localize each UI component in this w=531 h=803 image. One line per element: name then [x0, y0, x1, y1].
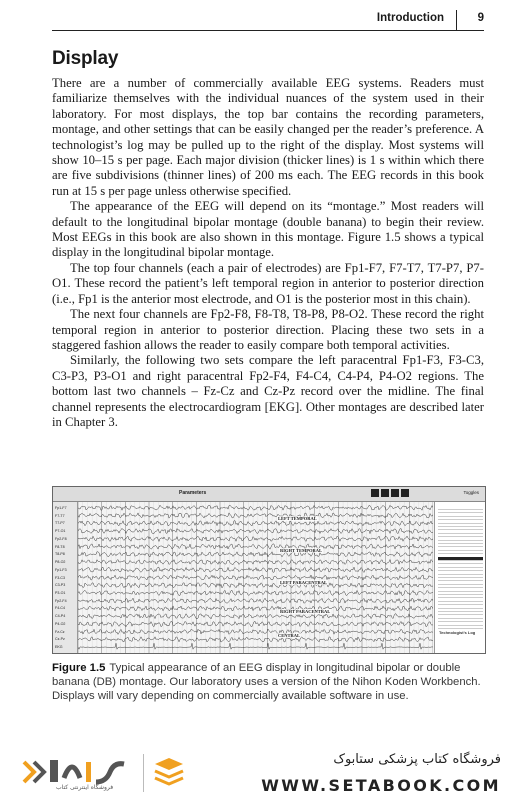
channel-label: C4-P4	[55, 614, 66, 619]
toolbar-button-icon	[371, 489, 379, 497]
channel-label-column	[53, 502, 78, 653]
log-entry-row	[438, 625, 483, 629]
running-head-divider	[456, 10, 458, 30]
eeg-traces	[78, 502, 433, 653]
region-label: LEFT TEMPORAL	[278, 516, 317, 521]
channel-label: F4-C4	[55, 606, 65, 611]
eeg-figure-image	[52, 486, 486, 654]
eeg-channel-trace	[78, 629, 433, 634]
running-head-title: Introduction	[376, 12, 444, 24]
channel-label: Fp1-F3	[55, 567, 67, 572]
channel-label: P4-O2	[55, 621, 66, 626]
eeg-channel-trace	[78, 598, 433, 603]
channel-label: Fp2-F8	[55, 536, 67, 541]
logo-subtitle: فروشگاه اینترنتی کتاب	[56, 784, 114, 791]
eeg-channel-trace	[78, 552, 433, 557]
publisher-banner	[0, 742, 531, 803]
banner-store-title: فروشگاه کتاب پزشکی ستابوک	[333, 752, 501, 767]
eeg-channel-trace	[78, 536, 433, 541]
toolbar-button-icon	[391, 489, 399, 497]
eeg-channel-trace	[78, 560, 433, 565]
eeg-channel-trace	[78, 614, 433, 619]
eeg-channel-trace	[78, 621, 433, 626]
channel-label: T7-P7	[55, 521, 65, 526]
channel-label: Fp2-F4	[55, 598, 67, 603]
paragraph: Similarly, the following two sets compare the left paracentral Fp1-F3, F3-C3, C3-P3, P3-O1 and right paracentral Fp2-F4, F4-C4, C4-P4, P4-O2 regions. The bottom last two channels – Fz-Cz and Cz-Pz record over the midline. The final channel represents the electrocardiogram [EKG]. Other montages are described later in Chapter 3.	[52, 353, 484, 429]
eeg-channel-trace	[78, 544, 433, 549]
paragraph: The appearance of the EEG will depend on its “montage.” Most readers will default to the longitudinal bipolar montage (double banana) to begin their review. Most EEGs in this book are also shown in this montage. Figure 1.5 shows a typical display in the longitudinal bipolar montage.	[52, 199, 484, 260]
eeg-toolbar	[53, 487, 485, 502]
eeg-channel-trace	[78, 521, 433, 526]
section-heading: Display	[52, 48, 119, 69]
eeg-channel-trace	[78, 505, 433, 510]
region-label: RIGHT PARACENTRAL	[280, 609, 331, 614]
eeg-channel-trace	[78, 590, 433, 595]
channel-label: P8-O2	[55, 560, 66, 564]
channel-label: EKG	[55, 645, 63, 650]
channel-label: T8-P8	[55, 552, 65, 557]
running-head	[52, 10, 484, 31]
banner-divider	[143, 754, 144, 792]
eeg-channel-trace	[78, 513, 433, 518]
region-label: LEFT PARACENTRAL	[280, 580, 327, 585]
channel-label: P3-O1	[55, 590, 66, 595]
page-number: 9	[477, 12, 484, 24]
toolbar-button-icon	[401, 489, 409, 497]
toolbar-parameters-label: Parameters	[179, 490, 207, 496]
channel-label: F7-T7	[55, 513, 65, 518]
figure-caption-text: Typical appearance of an EEG display in longitudinal bipolar or double banana (DB) montage. Our laboratory uses a version of the Nihon Koden Workbench. Displays will vary depending on commercially available software in use.	[52, 662, 481, 702]
channel-label: Cz-Pz	[55, 637, 65, 642]
region-label: RIGHT TEMPORAL	[280, 548, 322, 553]
toolbar-toggles-label: Toggles	[463, 490, 479, 495]
paragraph: The top four channels (each a pair of electrodes) are Fp1-F7, F7-T7, T7-P7, P7-O1. These record the patient’s left temporal region in anterior to posterior direction (i.e., Fp1 is the anterior most electrode, and O1 is the posterior most in this chain).	[52, 260, 484, 306]
channel-label: P7-O1	[55, 529, 66, 534]
figure-caption	[52, 661, 484, 703]
channel-label: Fp1-F7	[55, 505, 67, 510]
paragraph: The next four channels are Fp2-F8, F8-T8, T8-P8, P8-O2. These record the right temporal region in anterior to posterior direction. Placing these two sets in a staggered fashion allows the reader to easily compare both temporal activities.	[52, 307, 484, 352]
paragraph: There are a number of commercially available EEG systems. Readers must familiarize themselves with the individual nuances of the system used in their laboratory. For most displays, the top bar contains the recording parameters, montage, and other settings that can be easily changed per the reader’s preference. A technologist’s log may be pulled up to the right of the display. Most systems will show 10–15 s per page. Each major division (thicker lines) is 1 s within which there are five subdivisions (thinner lines) of 200 ms each. The EEG records in this book run at 15 s per page unless otherwise specified.	[52, 76, 484, 198]
channel-label: F3-C3	[55, 575, 65, 580]
region-label: CENTRAL	[278, 633, 301, 638]
technologist-log-panel	[434, 502, 486, 653]
eeg-channel-trace	[78, 606, 433, 611]
technologist-log-title: Technologist's Log	[439, 630, 476, 635]
figure-caption-label: Figure 1.5	[52, 662, 106, 674]
channel-label: Fz-Cz	[55, 629, 65, 634]
eeg-channel-trace	[78, 567, 433, 572]
eeg-channel-trace	[78, 583, 433, 588]
eeg-channel-trace	[78, 643, 433, 649]
eeg-channel-trace	[78, 575, 433, 580]
body-text	[52, 76, 484, 430]
channel-label: F8-T8	[55, 544, 65, 549]
eeg-channel-trace	[78, 528, 433, 533]
channel-label: C3-P3	[55, 583, 66, 588]
banner-url: WWW.SETABOOK.COM	[261, 776, 501, 795]
toolbar-button-icon	[381, 489, 389, 497]
eeg-channel-trace	[78, 637, 433, 642]
book-stack-icon	[152, 756, 186, 786]
